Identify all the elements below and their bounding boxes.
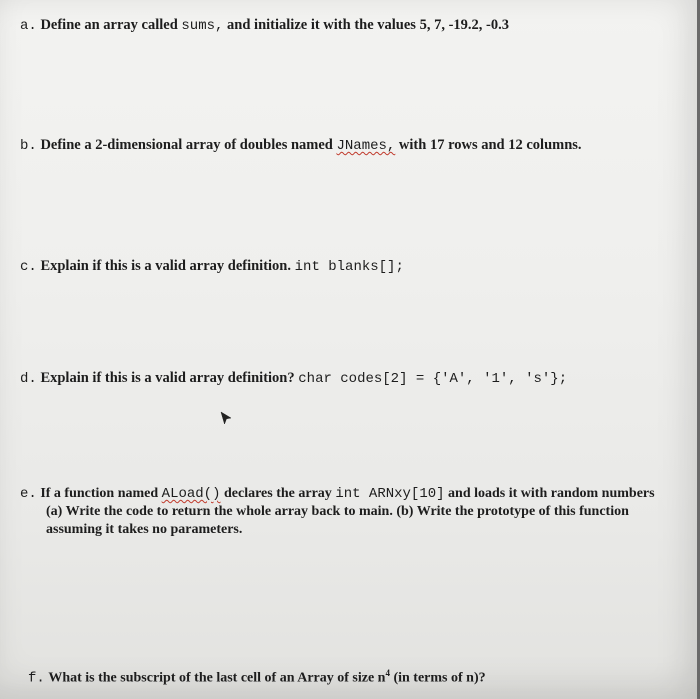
question-d [20, 369, 567, 388]
question-letter: e. [20, 486, 37, 502]
exponent: 4 [385, 668, 390, 678]
question-text: assuming it takes no parameters. [46, 522, 243, 537]
question-f [28, 664, 486, 688]
question-text: declares the array [223, 486, 332, 501]
question-text: Define a 2-dimensional array of doubles named [40, 137, 333, 153]
question-text: What is the subscript of the last cell of an Array of size n [48, 670, 386, 686]
question-c [20, 257, 404, 276]
question-text: (a) Write the code to return the whole array back to main. (b) Write the prototype of this function [46, 504, 629, 519]
question-letter: b. [20, 138, 37, 154]
question-letter: d. [20, 371, 37, 387]
question-text: Define an array called [40, 17, 178, 33]
code-snippet: sums, [181, 18, 224, 34]
question-text: with 17 rows and 12 columns. [398, 137, 582, 153]
question-e [20, 485, 685, 539]
question-text: Explain if this is a valid array definition? [40, 370, 295, 386]
question-line-2 [20, 503, 685, 521]
code-snippet: int ARNxy[10] [335, 486, 445, 502]
code-snippet: int blanks[]; [294, 259, 404, 275]
question-text: If a function named [40, 486, 159, 501]
code-snippet: char codes[2] = {'A', '1', 's'}; [298, 371, 568, 387]
question-text: and loads it with random numbers [448, 486, 655, 501]
code-snippet: ALoad() [161, 486, 221, 502]
question-b [20, 136, 582, 155]
mouse-pointer-icon [220, 411, 232, 425]
question-line-3 [20, 521, 685, 539]
question-a [20, 16, 509, 35]
question-text: Explain if this is a valid array definition. [40, 258, 292, 274]
code-snippet: JNames, [336, 138, 396, 154]
question-text: and initialize it with the values 5, 7, -19.2, -0.3 [227, 17, 509, 33]
question-line-1 [20, 485, 685, 503]
question-text: (in terms of n)? [393, 670, 486, 686]
question-letter: f. [28, 670, 45, 687]
question-letter: c. [20, 259, 37, 275]
question-letter: a. [20, 18, 37, 34]
